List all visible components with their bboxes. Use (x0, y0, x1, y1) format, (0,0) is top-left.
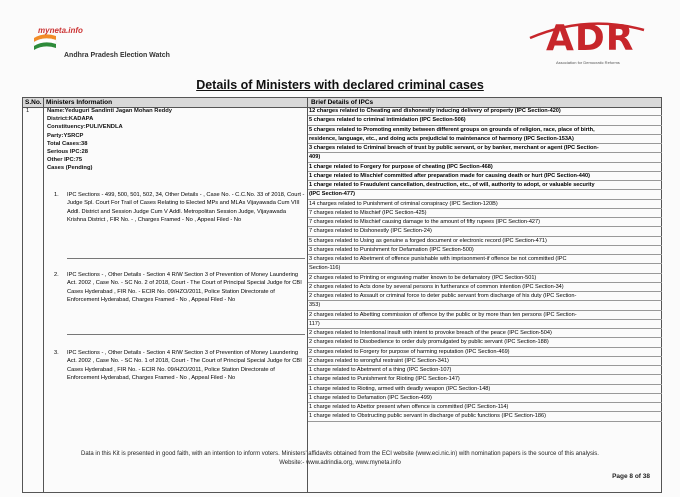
ipc-line: 1 charge related to Rioting, armed with deadly weapon (IPC Section-148) (308, 385, 662, 394)
case-separator (67, 334, 305, 335)
serious-ipc-label: Serious IPC: (47, 149, 82, 156)
minister-name: Yeduguri Sandinti Jagan Mohan Reddy (64, 108, 172, 114)
ipc-line: 3 charges related to Punishment for Defamation (IPC Section-500) (308, 246, 662, 255)
header-info: Ministers Information (46, 99, 113, 106)
ipc-line: 1 charge related to Abettor present when offence is committed (IPC Section-114) (308, 403, 662, 412)
ministers-table (22, 97, 662, 493)
ipc-line: (IPC Section-477) (308, 190, 662, 199)
party-value: YSRCP (63, 132, 84, 139)
ipc-line: 7 charges related to Mischief causing damage to the amount of fifty rupees (IPC Section-427) (308, 218, 662, 227)
ipc-line: 2 charges related to Disobedience to order duly promulgated by public servant (IPC Section-188) (308, 338, 662, 347)
ipc-line: 5 charges related to criminal intimidation (IPC Section-506) (308, 116, 662, 125)
case-number: 3. (54, 350, 59, 356)
ipc-line: 2 charges related to Forgery for purpose of harming reputation (IPC Section-469) (308, 348, 662, 357)
ipc-line: 3 charges related to Abetment of offence punishable with imprisonment-if offence be not committed (IPC (308, 255, 662, 264)
ipc-line: 1 charge related to Punishment for Rioting (IPC Section-147) (308, 375, 662, 384)
myneta-label: myneta.info (38, 26, 83, 35)
cases-pending-label: Cases (Pending) (47, 165, 93, 172)
footer-websites: Website:- www.adrindia.org, www.myneta.info (279, 460, 401, 466)
serious-ipc-value: 28 (81, 149, 88, 156)
case-number: 1. (54, 192, 59, 198)
ipc-line: 5 charges related to Promoting enmity between different groups on grounds of religion, race, place of birth, (308, 126, 662, 135)
ipc-line: 2 charges related to Intentional insult with intent to provoke breach of the peace (IPC Section-504) (308, 329, 662, 338)
ipc-line: 409) (308, 153, 662, 162)
ipc-line: residence, language, etc., and doing acts prejudicial to maintenance of harmony (IPC Section-153A) (308, 135, 662, 144)
ipc-line: 2 charges related to Printing or engraving matter known to be defamatory (IPC Section-501) (308, 274, 662, 283)
row-sno: 1 (26, 108, 30, 114)
name-label: Name: (47, 108, 65, 114)
page-title: Details of Ministers with declared criminal cases (196, 78, 484, 92)
footer-disclaimer: Data in this Kit is presented in good faith, with an intention to inform voters. Ministers' affidavits obtained from the ECI website (www.eci.nic.in) with nomination papers is the source of this analysis. (81, 451, 599, 457)
other-ipc-value: 75 (75, 157, 83, 164)
ipc-line: 7 charges related to Dishonestly (IPC Section-24) (308, 227, 662, 236)
case-text: IPC Sections - 499, 500, 501, 502, 34, Other Details - , Case No. - C.C.No. 33 of 2018, Court - Judge Spl. Court For Trail of Cases Relating to Elected MPs and MLAs Vijayawada Cum VIII Addl. District and Session Judge Cum V Addl. Metropolitan Session Judge, Vijayawada Krishna District , FIR No. - , Charges Framed - No , Appeal Filed - No (67, 192, 305, 224)
ipc-line: 1 charge related to Mischief committed after preparation made for causing death or hurt (IPC Section-440) (308, 172, 662, 181)
ipc-line: 3 charges related to Criminal breach of trust by public servant, or by banker, merchant or agent (IPC Section- (308, 144, 662, 153)
page-number: Page 8 of 38 (612, 473, 650, 480)
minister-info (47, 107, 303, 173)
other-ipc-label: Other IPC: (47, 157, 76, 164)
district-value: KADAPA (68, 116, 94, 123)
ipc-list (308, 107, 662, 422)
header-sno: S.No. (25, 99, 42, 106)
ipc-line: 5 charges related to Using as genuine a forged document or electronic record (IPC Section-471) (308, 237, 662, 246)
case-text: IPC Sections - , Other Details - Section 4 R/W Section 3 of Prevention of Money Laundering Act. 2002 , Case No. - SC No. 2 of 2018, Court - The Court of Principal Special Judge for CBI Cases Hyderabad , FIR No. - ECIR No. 09/HZO/2011, Police Station Directorate of Enforcement Hyderabad, Charges Framed - No , Appeal Filed - No (67, 272, 302, 304)
ap-election-watch-logo (30, 26, 200, 66)
case-separator (67, 258, 305, 259)
party-label: Party: (47, 132, 64, 139)
ipc-line: 1 charge related to Fraudulent cancellation, destruction, etc., of will, authority to adopt, or valuable security (308, 181, 662, 190)
ipc-line: 12 charges related to Cheating and dishonestly inducing delivery of property (IPC Section-420) (308, 107, 662, 116)
ipc-line: 1 charge related to Defamation (IPC Section-499) (308, 394, 662, 403)
adr-logo-text: ADR (546, 18, 635, 59)
case-number: 2. (54, 272, 59, 278)
ipc-line: 7 charges related to Mischief (IPC Section-425) (308, 209, 662, 218)
ipc-line: 2 charges related to wrongful restraint (IPC Section-341) (308, 357, 662, 366)
case-item (54, 271, 305, 305)
ipc-line: Section-116) (308, 264, 662, 273)
ipc-line: 2 charges related to Assault or criminal force to deter public servant from discharge of his duty (IPC Section- (308, 292, 662, 301)
constituency-value: PULIVENDLA (85, 124, 123, 131)
ipc-line: 1 charge related to Abetment of a thing (IPC Section-107) (308, 366, 662, 375)
ipc-line: 2 charges related to Abetting commission of offence by the public or by more than ten persons (IPC Section- (308, 311, 662, 320)
header-ipc: Brief Details of IPCs (311, 99, 374, 106)
case-item (54, 349, 305, 383)
ipc-line: 1 charge related to Forgery for purpose of cheating (IPC Section-468) (308, 163, 662, 172)
total-cases-value: 38 (81, 140, 88, 147)
ipc-line: 117) (308, 320, 662, 329)
ipc-line: 353) (308, 301, 662, 310)
district-label: District: (47, 116, 69, 123)
ipc-line: 1 charge related to Obstructing public servant in discharge of public functions (IPC Section-186) (308, 412, 662, 421)
adr-logo (526, 18, 666, 68)
election-watch-label: Andhra Pradesh Election Watch (64, 52, 170, 59)
ipc-line: 14 charges related to Punishment of criminal conspiracy (IPC Section-120B) (308, 200, 662, 209)
case-text: IPC Sections - , Other Details - Section 4 R/W Section 3 of Prevention of Money Laundering Act. 2002 , Case No. - SC No. 1 of 2018, Court - The Court of Principal Special Judge for CBI Cases Hyderabad , FIR No. - ECIR No. 09/HZO/2011, Police Station Directorate of Enforcement Hyderabad, Charges Framed - No , Appeal Filed - No (67, 350, 302, 382)
col-divider (43, 98, 44, 492)
adr-subtitle: Association for Democratic Reforms (556, 60, 620, 65)
total-cases-label: Total Cases: (47, 140, 82, 147)
ipc-line: 2 charges related to Acts done by several persons in furtherance of common intention (IPC Section-34) (308, 283, 662, 292)
constituency-label: Constituency: (47, 124, 86, 131)
case-item (54, 191, 305, 225)
